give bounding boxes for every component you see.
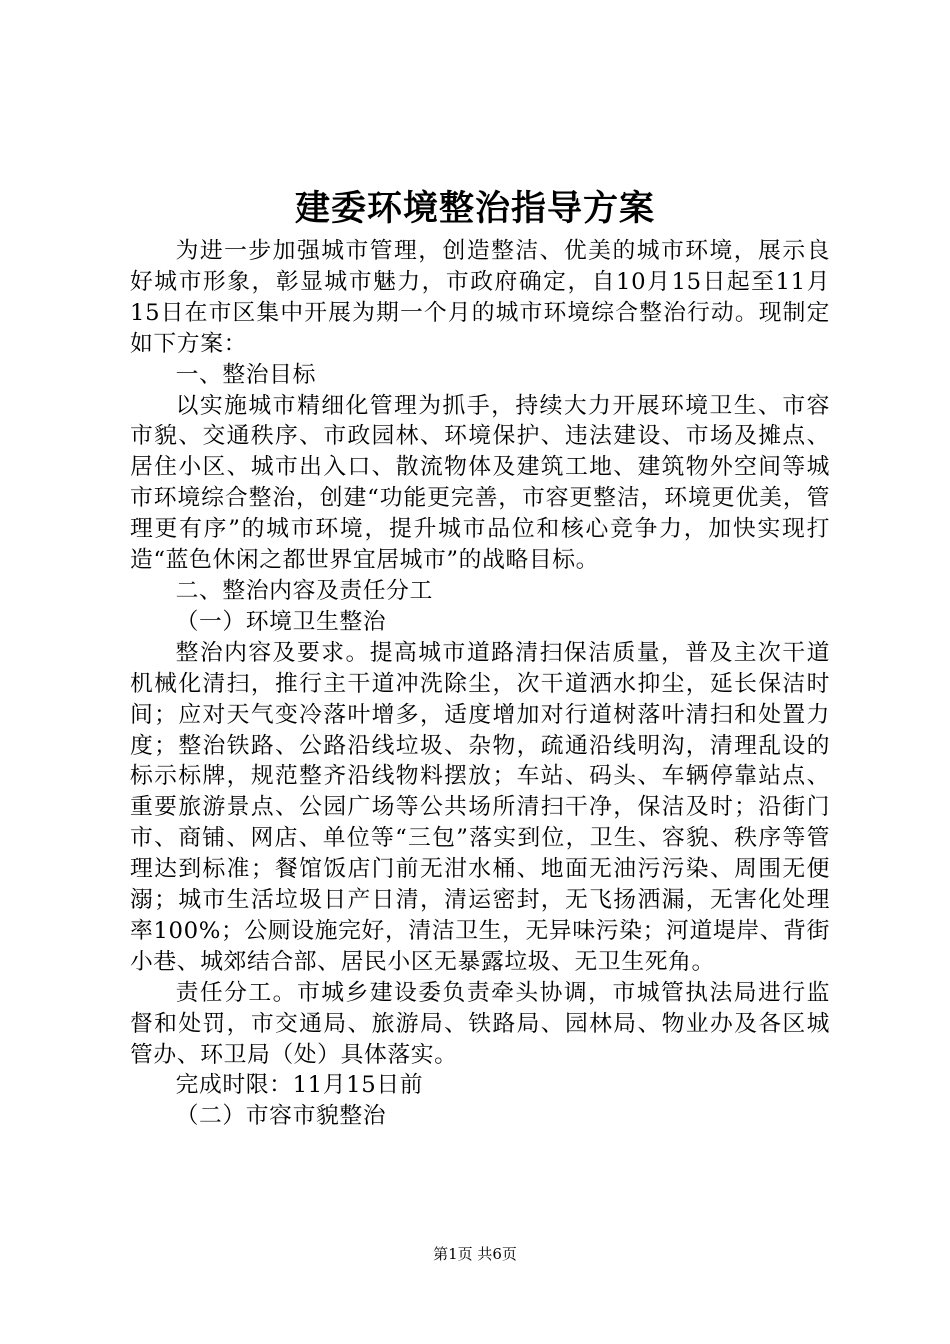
section-heading-content: 二、整治内容及责任分工	[175, 577, 433, 604]
goals-paragraph: 以实施城市精细化管理为抓手，持续大力开展环境卫生、市容市貌、交通秩序、市政园林、环境保护、违法建设、市场及摊点、居住小区、城市出入口、散流物体及建筑工地、建筑物外空间等城市环境综合整治，创建“功能更完善，市容更整洁，环境更优美，管理更有序”的城市环境，提升城市品位和核心竞争力，加快实现打造“蓝色休闲之都世界宜居城市”的战略目标。	[130, 392, 830, 574]
intro-paragraph: 为进一步加强城市管理，创造整洁、优美的城市环境，展示良好城市形象，彰显城市魅力，市政府确定，自10月15日起至11月15日在市区集中开展为期一个月的城市环境综合整治行动。现制定如下方案：	[130, 238, 830, 357]
page-title: 建委环境整治指导方案	[294, 188, 655, 229]
document-body	[130, 236, 830, 1132]
subsection-heading-cityscape: （二）市容市貌整治	[175, 1103, 387, 1130]
deadline-line: 完成时限：11月15日前	[175, 1072, 424, 1099]
page-number-footer: 第1页 共6页	[433, 1245, 517, 1263]
section-heading-goals: 一、整治目标	[175, 361, 316, 388]
responsibility-paragraph: 责任分工。市城乡建设委负责牵头协调，市城管执法局进行监督和处罚，市交通局、旅游局、铁路局、园林局、物业办及各区城管办、环卫局（处）具体落实。	[130, 979, 830, 1068]
sanitation-requirements-paragraph: 整治内容及要求。提高城市道路清扫保洁质量，普及主次干道机械化清扫，推行主干道冲洗除尘，次干道洒水抑尘，延长保洁时间；应对天气变冷落叶增多，适度增加对行道树落叶清扫和处置力度；整治铁路、公路沿线垃圾、杂物，疏通沿线明沟，清理乱设的标示标牌，规范整齐沿线物料摆放；车站、码头、车辆停靠站点、重要旅游景点、公园广场等公共场所清扫干净，保洁及时；沿街门市、商铺、网店、单位等“三包”落实到位，卫生、容貌、秩序等管理达到标准；餐馆饭店门前无泔水桶、地面无油污污染、周围无便溺；城市生活垃圾日产日清，清运密封，无飞扬洒漏，无害化处理率100%；公厕设施完好，清洁卫生，无异味污染；河道堤岸、背街小巷、城郊结合部、居民小区无暴露垃圾、无卫生死角。	[130, 639, 830, 975]
subsection-heading-sanitation: （一）环境卫生整治	[175, 608, 387, 635]
